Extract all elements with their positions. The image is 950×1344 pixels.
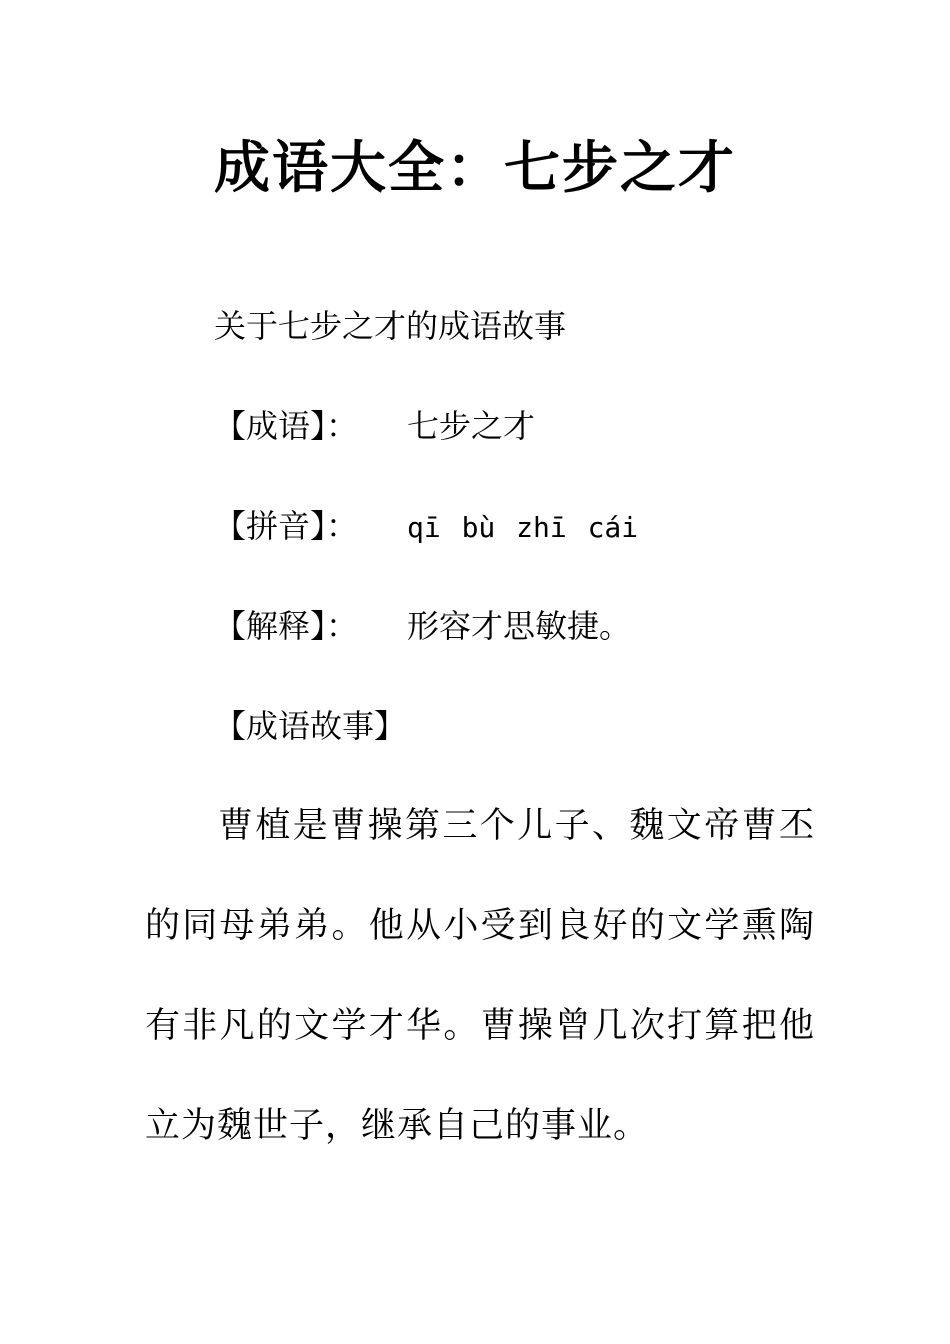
field-pinyin-value: qī bù zhī cái (407, 511, 639, 544)
document-title: 成语大全：七步之才 (214, 135, 736, 201)
field-explanation (214, 602, 631, 650)
document-subtitle: 关于七步之才的成语故事 (214, 307, 567, 345)
field-explanation-value: 形容才思敏捷。 (407, 607, 632, 645)
story-paragraph: 曹植是曹操第三个儿子、魏文帝曹丕的同母弟弟。他从小受到良好的文学熏陶有非凡的文学才华。曹操曾几次打算把他立为魏世子，继承自己的事业。 (145, 806, 815, 1146)
field-explanation-label: 【解释】： (214, 607, 359, 645)
field-idiom (214, 402, 535, 450)
field-idiom-value: 七步之才 (407, 407, 536, 445)
field-pinyin-label: 【拼音】： (214, 507, 359, 545)
field-idiom-label: 【成语】： (214, 407, 359, 445)
field-pinyin (214, 502, 638, 552)
story-heading: 【成语故事】 (214, 707, 407, 745)
